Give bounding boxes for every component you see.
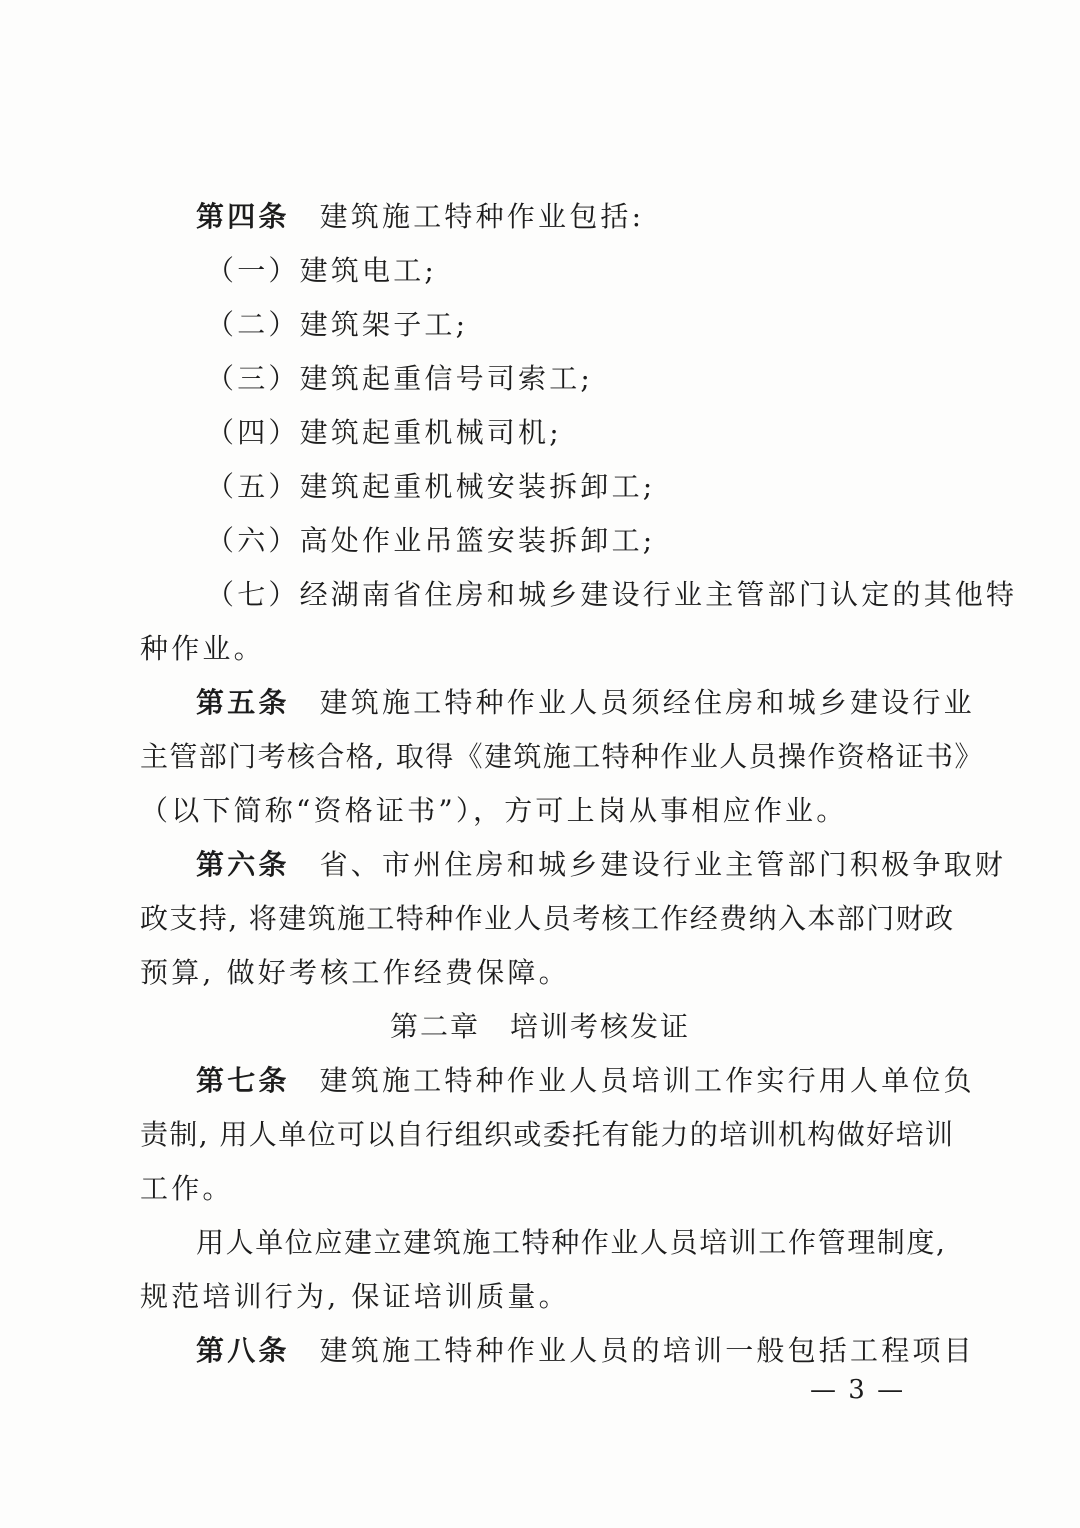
article-4-item-5: （五）建筑起重机械安装拆卸工; [206,470,656,503]
article-5-line-3: （以下简称“资格证书”），方可上岗从事相应作业。 [140,794,848,827]
article-5-text: 建筑施工特种作业人员须经住房和城乡建设行业 [319,686,975,719]
article-4-text: 建筑施工特种作业包括: [319,200,645,233]
page-number: — 3 — [810,1375,906,1405]
document-body [140,190,1018,1378]
chapter-2-title: 培训考核发证 [510,1010,691,1043]
article-4-heading [140,190,940,244]
article-4-item-1: （一）建筑电工; [206,254,438,287]
article-4-item-2: （二）建筑架子工; [206,308,469,341]
article-7-label: 第七条 [196,1064,290,1097]
article-4-label: 第四条 [196,200,290,233]
article-6-line-2: 政支持, 将建筑施工特种作业人员考核工作经费纳入本部门财政 [140,902,955,935]
article-7-para-2-line-1: 用人单位应建立建筑施工特种作业人员培训工作管理制度, [196,1226,947,1259]
article-6-line-1 [140,838,1007,892]
article-7-line-1 [140,1054,975,1108]
article-7-text: 建筑施工特种作业人员培训工作实行用人单位负 [319,1064,975,1097]
article-5-label: 第五条 [196,686,290,719]
article-7-para-2-line-2: 规范培训行为, 保证培训质量。 [140,1280,570,1313]
chapter-2-heading [140,1000,940,1054]
article-8-line-1 [140,1324,975,1378]
article-6-line-3: 预算, 做好考核工作经费保障。 [140,956,570,989]
article-4-item-6: （六）高处作业吊篮安装拆卸工; [206,524,656,557]
article-4-item-3: （三）建筑起重信号司索工; [206,362,594,395]
article-5-line-1 [140,676,975,730]
article-4-item-7-continued: 种作业。 [140,632,265,665]
article-8-label: 第八条 [196,1334,290,1367]
article-4-item-7: （七）经湖南省住房和城乡建设行业主管部门认定的其他特 [206,578,1018,611]
chapter-2-number: 第二章 [389,1010,480,1043]
article-6-text: 省、市州住房和城乡建设行业主管部门积极争取财 [319,848,1007,881]
article-7-line-2: 责制, 用人单位可以自行组织或委托有能力的培训机构做好培训 [140,1118,955,1151]
article-8-text: 建筑施工特种作业人员的培训一般包括工程项目 [319,1334,975,1367]
article-4-item-4: （四）建筑起重机械司机; [206,416,562,449]
article-6-label: 第六条 [196,848,290,881]
article-5-line-2: 主管部门考核合格, 取得《建筑施工特种作业人员操作资格证书》 [140,740,984,773]
article-7-line-3: 工作。 [140,1172,234,1205]
